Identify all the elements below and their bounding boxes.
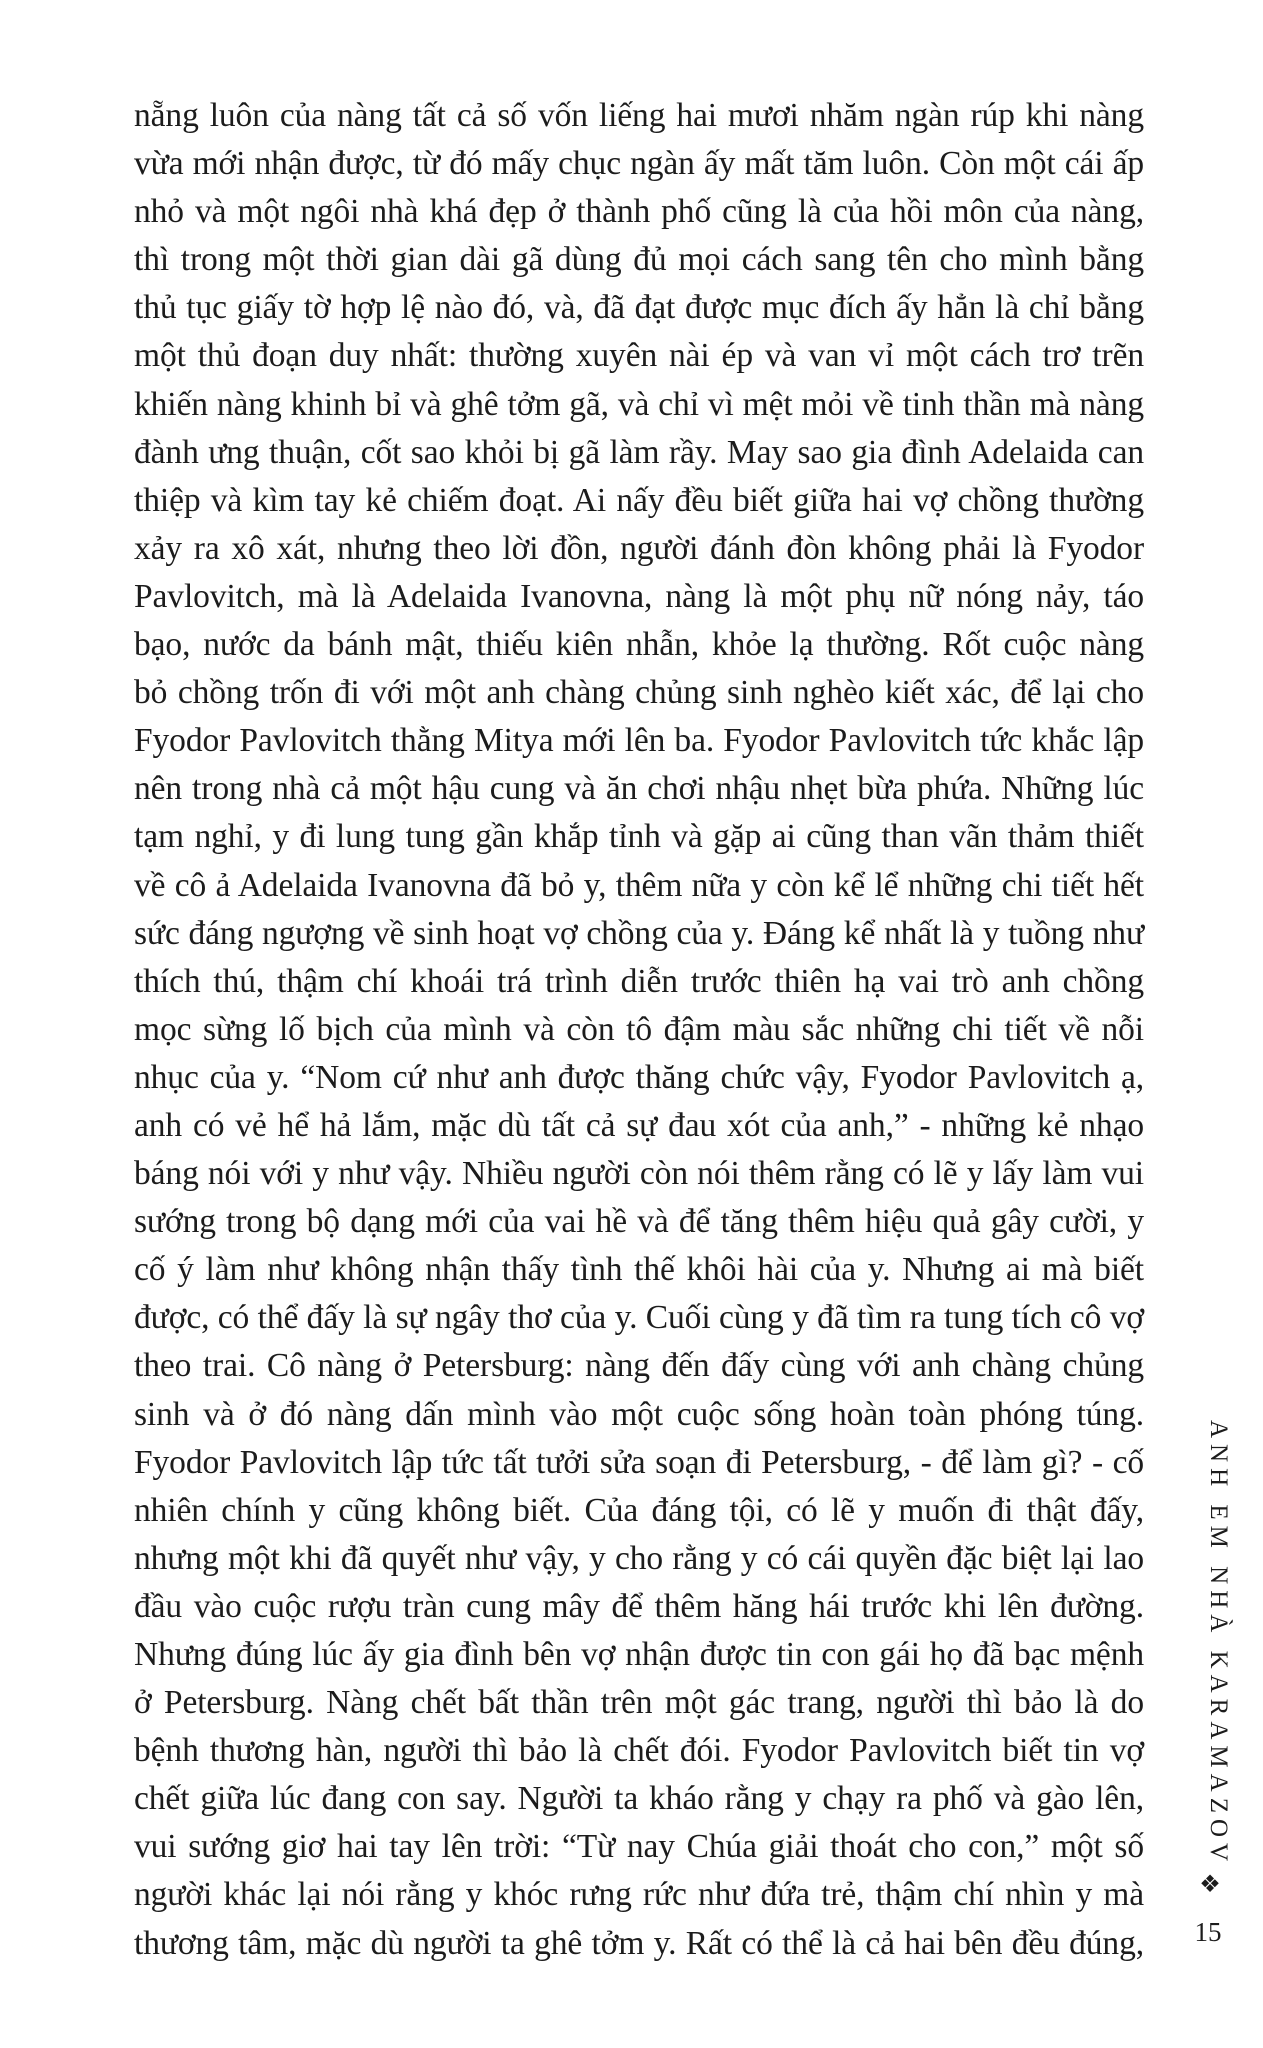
- text-line: bỏ chồng trốn đi với một anh chàng chủng sinh nghèo kiết xác, để lại cho: [134, 674, 1144, 712]
- text-line: thủ tục giấy tờ hợp lệ nào đó, và, đã đạt được mục đích ấy hẳn là chỉ bằng: [134, 289, 1144, 327]
- text-line: nên trong nhà cả một hậu cung và ăn chơi nhậu nhẹt bừa phứa. Những lúc: [134, 770, 1144, 808]
- text-line: cố ý làm như không nhận thấy tình thế khôi hài của y. Nhưng ai mà biết: [134, 1251, 1144, 1289]
- text-line: Fyodor Pavlovitch lập tức tất tưởi sửa soạn đi Petersburg, - để làm gì? - cố: [134, 1443, 1144, 1481]
- text-line: vui sướng giơ hai tay lên trời: “Từ nay Chúa giải thoát cho con,” một số: [134, 1828, 1144, 1866]
- text-line: nẵng luôn của nàng tất cả số vốn liếng hai mươi nhăm ngàn rúp khi nàng: [134, 97, 1144, 134]
- text-line: Fyodor Pavlovitch thằng Mitya mới lên ba. Fyodor Pavlovitch tức khắc lập: [134, 722, 1144, 760]
- text-line: thì trong một thời gian dài gã dùng đủ mọi cách sang tên cho mình bằng: [134, 241, 1144, 279]
- text-line: báng nói với y như vậy. Nhiều người còn nói thêm rằng có lẽ y lấy làm vui: [134, 1155, 1144, 1193]
- text-line: theo trai. Cô nàng ở Petersburg: nàng đến đấy cùng với anh chàng chủng: [134, 1347, 1144, 1385]
- text-line: ở Petersburg. Nàng chết bất thần trên một gác trang, người thì bảo là do: [134, 1684, 1144, 1722]
- text-line: khiến nàng khinh bỉ và ghê tởm gã, và chỉ vì mệt mỏi về tinh thần mà nàng: [134, 385, 1144, 423]
- text-line: anh có vẻ hể hả lắm, mặc dù tất cả sự đau xót của anh,” - những kẻ nhạo: [134, 1106, 1144, 1144]
- text-line: thiệp và kìm tay kẻ chiếm đoạt. Ai nấy đều biết giữa hai vợ chồng thường: [134, 481, 1144, 519]
- text-line: sướng trong bộ dạng mới của vai hề và để tăng thêm hiệu quả gây cười, y: [134, 1203, 1144, 1241]
- ornament-icon: ❖: [1199, 1872, 1221, 1898]
- page-number: 15: [1194, 1917, 1222, 1947]
- text-line: bệnh thương hàn, người thì bảo là chết đói. Fyodor Pavlovitch biết tin vợ: [134, 1732, 1144, 1770]
- text-line: nhỏ và một ngôi nhà khá đẹp ở thành phố cũng là của hồi môn của nàng,: [134, 193, 1144, 231]
- text-line: người khác lại nói rằng y khóc rưng rức như đứa trẻ, thậm chí nhìn y mà: [134, 1876, 1144, 1914]
- text-line: Pavlovitch, mà là Adelaida Ivanovna, nàng là một phụ nữ nóng nảy, táo: [134, 577, 1144, 615]
- text-line: sinh và ở đó nàng dấn mình vào một cuộc sống hoàn toàn phóng túng.: [134, 1395, 1144, 1433]
- text-line: Nhưng đúng lúc ấy gia đình bên vợ nhận được tin con gái họ đã bạc mệnh: [134, 1636, 1144, 1673]
- text-line: vừa mới nhận được, từ đó mấy chục ngàn ấy mất tăm luôn. Còn một cái ấp: [134, 145, 1144, 183]
- text-line: về cô ả Adelaida Ivanovna đã bỏ y, thêm nữa y còn kể lể những chi tiết hết: [134, 866, 1144, 904]
- text-line: xảy ra xô xát, nhưng theo lời đồn, người đánh đòn không phải là Fyodor: [134, 529, 1144, 567]
- text-line: thích thú, thậm chí khoái trá trình diễn trước thiên hạ vai trò anh chồng: [134, 962, 1144, 1000]
- text-line: nhưng một khi đã quyết như vậy, y cho rằng y có cái quyền đặc biệt lại lao: [134, 1539, 1144, 1577]
- text-line: nhiên chính y cũng không biết. Của đáng tội, có lẽ y muốn đi thật đấy,: [134, 1491, 1144, 1529]
- text-line: mọc sừng lố bịch của mình và còn tô đậm màu sắc những chi tiết về nỗi: [134, 1010, 1144, 1048]
- text-line: một thủ đoạn duy nhất: thường xuyên nài ép và van vỉ một cách trơ trẽn: [134, 337, 1144, 375]
- body-text: [134, 92, 1144, 1968]
- text-line: chết giữa lúc đang con say. Người ta kháo rằng y chạy ra phố và gào lên,: [134, 1780, 1144, 1818]
- text-line: tạm nghỉ, y đi lung tung gần khắp tỉnh và gặp ai cũng than vãn thảm thiết: [134, 818, 1144, 856]
- text-line: sức đáng ngượng về sinh hoạt vợ chồng của y. Đáng kể nhất là y tuồng như: [134, 914, 1144, 952]
- text-line: bạo, nước da bánh mật, thiếu kiên nhẫn, khỏe lạ thường. Rốt cuộc nàng: [134, 626, 1144, 664]
- text-line: được, có thể đấy là sự ngây thơ của y. Cuối cùng y đã tìm ra tung tích cô vợ: [134, 1299, 1144, 1337]
- text-line: thương tâm, mặc dù người ta ghê tởm y. Rất có thể là cả hai bên đều đúng,: [134, 1924, 1144, 1962]
- text-line: đành ưng thuận, cốt sao khỏi bị gã làm rầy. May sao gia đình Adelaida can: [134, 433, 1144, 471]
- text-line: nhục của y. “Nom cứ như anh được thăng chức vậy, Fyodor Pavlovitch ạ,: [134, 1058, 1144, 1096]
- running-title: ANH EM NHÀ KARAMAZOV: [1205, 1420, 1232, 1868]
- text-line: đầu vào cuộc rượu tràn cung mây để thêm hăng hái trước khi lên đường.: [134, 1587, 1144, 1625]
